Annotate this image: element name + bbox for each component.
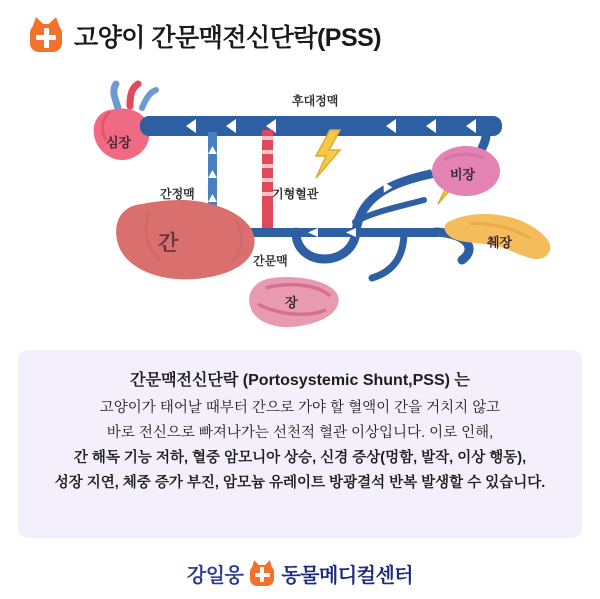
vena-cava-vessel bbox=[140, 116, 502, 136]
label-portal-vein: 간문맥 bbox=[253, 254, 288, 268]
description-line: 간문맥전신단락 (Portosystemic Shunt,PSS) 는 bbox=[130, 372, 470, 389]
organ-label-pancreas: 췌장 bbox=[487, 235, 513, 250]
veterinary-cross-icon bbox=[30, 20, 62, 52]
description-line: 간 해독 기능 저하, 혈중 암모니아 상승, 신경 증상(멍함, 발작, 이상 행동), bbox=[73, 450, 527, 466]
organ-label-liver: 간 bbox=[158, 232, 179, 255]
heart-vessels bbox=[114, 84, 156, 108]
anatomy-diagram bbox=[0, 72, 600, 344]
description-line: 고양이가 태어날 때부터 간으로 가야 할 혈액이 간을 거치지 않고 bbox=[99, 400, 501, 416]
organ-label-heart: 심장 bbox=[106, 135, 132, 150]
organ-label-intestine: 장 bbox=[285, 295, 298, 310]
label-vena-cava: 후대정맥 bbox=[292, 94, 339, 108]
liver-organ bbox=[116, 200, 254, 279]
label-hepatic-vein: 간정맥 bbox=[160, 187, 195, 201]
diagram-svg bbox=[0, 72, 600, 344]
organ-label-spleen: 비장 bbox=[450, 167, 476, 182]
description-panel bbox=[18, 350, 582, 538]
description-line: 성장 지연, 체중 증가 부진, 암모늄 유레이트 방광결석 반복 발생할 수 있습니다. bbox=[54, 475, 546, 491]
footer-clinic-name-right: 동물메디컬센터 bbox=[281, 565, 414, 587]
footer-clinic-name-left: 강일웅 bbox=[186, 565, 244, 587]
header bbox=[0, 0, 600, 72]
label-abnormal-vessel: 기형혈관 bbox=[272, 187, 319, 201]
abnormal-vessel bbox=[262, 130, 273, 228]
page-title: 고양이 간문맥전신단락(PSS) bbox=[74, 24, 382, 52]
description-line: 바로 전신으로 빠져나가는 선천적 혈관 이상입니다. 이로 인해, bbox=[106, 425, 494, 441]
veterinary-cross-icon bbox=[250, 562, 274, 586]
footer-branding bbox=[0, 548, 600, 599]
